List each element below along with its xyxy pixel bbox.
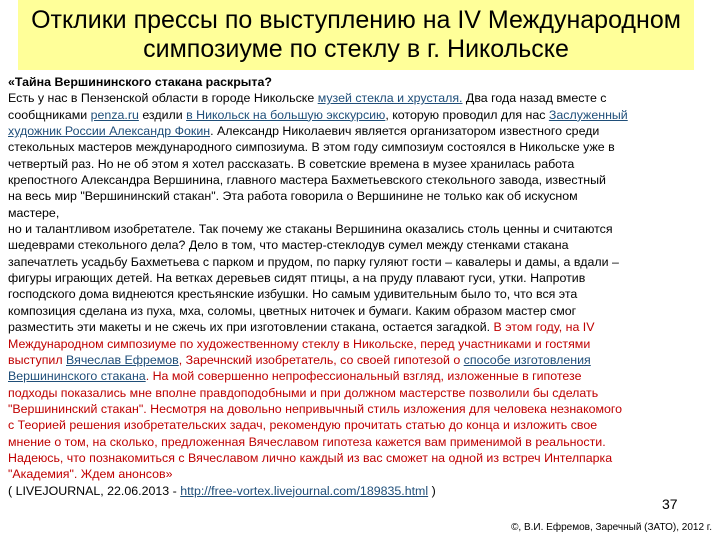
text-line: запечатлеть усадьбу Бахметьева с парком и прудом, по парку гуляют гости – кавалеры и дамы, а вдали – [8, 254, 619, 269]
text-line [8, 123, 714, 139]
text-span: разместить эти макеты и не сжечь их при изготовлении стакана, остается загадкой. [8, 320, 494, 335]
title-line-1: Отклики прессы по выступлению на IV Международном [31, 6, 681, 34]
link-honored-artist[interactable]: Заслуженный [548, 107, 628, 122]
text-span: . Александр Николаевич является организатором известного среди [210, 124, 600, 139]
highlight-text: В этом году, на IV [493, 320, 595, 335]
link-efremov[interactable]: Вячеслав Ефремов [66, 352, 179, 367]
text-line: четвертый раз. Но не об этом я хотел рассказать. В советские времена в музее хранилась работа [8, 156, 575, 171]
text-line: мастере, [8, 205, 60, 220]
slide-title [18, 0, 694, 70]
text-span: Есть у нас в Пензенской области в городе Никольске [8, 91, 318, 106]
text-line [8, 319, 714, 335]
text-line: но и талантливом изобретателе. Так почему же стаканы Вершинина оказались столь ценны и считаются [8, 222, 613, 237]
copyright-note: ©, В.И. Ефремов, Заречный (ЗАТО), 2012 г. [511, 522, 712, 533]
text-line: на весь мир "Вершининский стакан". Эта работа говорила о Вершинине не только как об искусном [8, 189, 578, 204]
text-line: шедеврами стекольного дела? Дело в том, что мастер-стеклодув сумел между стенками стакана [8, 238, 569, 253]
text-span: ) [428, 483, 436, 498]
text-line [8, 352, 714, 368]
highlight-line: Надеюсь, что познакомиться с Вячеславом лично каждый из вас сможет на одной из встреч Интелпарка [8, 450, 613, 465]
link-livejournal[interactable]: http://free-vortex.livejournal.com/189835.html [180, 483, 429, 498]
text-span: , которую проводил для нас [385, 107, 549, 122]
highlight-line: мнение о том, на сколько, предложенная Вячеславом гипотеза кажется вам применимой в реальности. [8, 434, 606, 449]
link-excursion[interactable]: в Никольск на большую экскурсию [186, 107, 386, 122]
highlight-text: . На мой совершенно непрофессиональный взгляд, изложенные в гипотезе [145, 369, 582, 384]
link-method[interactable]: способе изготовления [463, 352, 591, 367]
highlight-line: подходы показались мне вполне правдоподобными и при должном мастерстве позволили бы сделать [8, 385, 599, 400]
highlight-line: Международном симпозиуме по художественному стеклу в Никольске, перед участниками и гостями [8, 336, 591, 351]
link-penza-ru[interactable]: penza.ru [90, 107, 139, 122]
page-number: 37 [662, 496, 678, 512]
text-line: фигуры играющих детей. На ветках деревьев сидят птицы, а на пруду плавают гуси, утки. Напротив [8, 271, 586, 286]
text-line [8, 368, 714, 384]
highlight-line: с Теорией решения изобретательских задач, рекомендую прочитать статью до конца и изложить свое [8, 418, 598, 433]
highlight-text: , Заречнский изобретатель, со своей гипотезой о [178, 352, 464, 367]
highlight-text: выступил [8, 352, 66, 367]
text-span: Два года назад вместе с [462, 91, 607, 106]
text-span: ездили [138, 107, 187, 122]
text-span: сообщниками [8, 107, 91, 122]
highlight-line: "Вершининский стакан". Несмотря на довольно непривычный стиль изложения для человека незнакомого [8, 401, 623, 416]
text-line: крепостного Александра Вершинина, главного мастера Бахметьевского стекольного завода, известный [8, 173, 606, 188]
link-museum[interactable]: музей стекла и хрусталя. [317, 91, 463, 106]
source-line [8, 483, 714, 499]
text-line [8, 107, 714, 123]
text-span: ( LIVEJOURNAL, 22.06.2013 - [8, 483, 181, 498]
text-line: стекольных мастеров международного симпозиума. В этом году симпозиум состоялся в Никольске уже в [8, 140, 615, 155]
highlight-line: "Академия". Ждем анонсов» [8, 467, 173, 482]
link-fokin[interactable]: художник России Александр Фокин [8, 124, 211, 139]
article-heading: «Тайна Вершининского стакана раскрыта? [8, 75, 272, 89]
text-line: господского дома виднеются крестьянские избушки. Но самым удивительным было то, что вся эта [8, 287, 578, 302]
title-line-2: симпозиуме по стеклу в г. Никольске [143, 35, 569, 63]
link-vershinin-glass[interactable]: Вершининского стакана [8, 369, 146, 384]
text-line: композиция сделана из пуха, мха, соломы, цветных ниточек и бумаги. Каким образом мастер смог [8, 303, 577, 318]
article-text [8, 74, 714, 499]
text-line [8, 90, 714, 106]
